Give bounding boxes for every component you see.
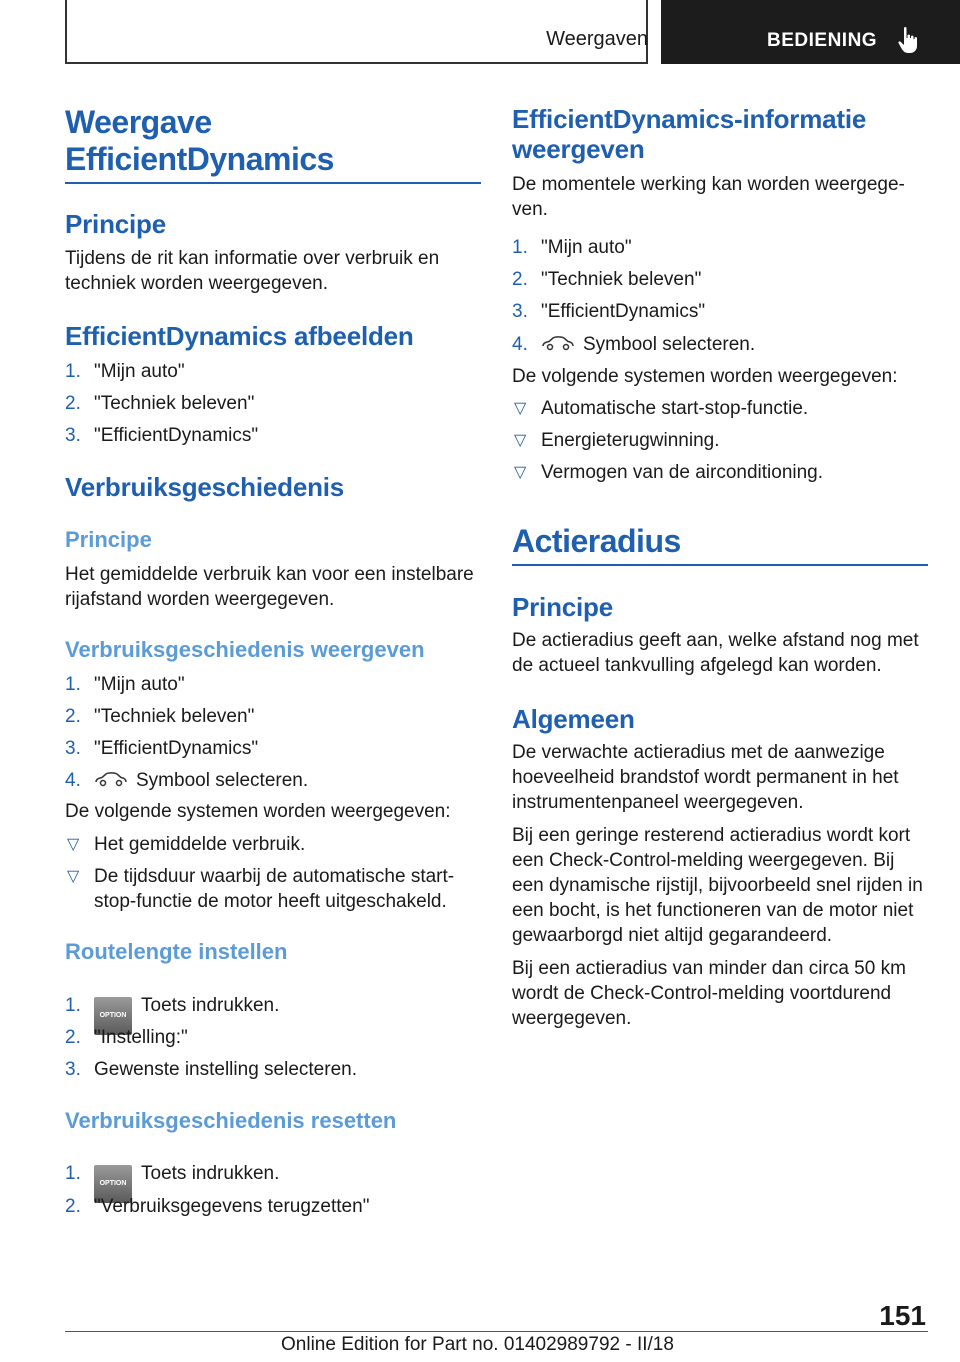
footer-rule	[65, 1331, 928, 1332]
header-section-title: Weergaven	[546, 28, 648, 50]
car-icon	[94, 770, 128, 788]
heading-actieradius: Actieradius	[512, 523, 681, 559]
heading-algemeen: Algemeen	[512, 704, 635, 734]
option-button-icon: OPTION	[94, 997, 132, 1035]
heading-afbeelden: EfficientDynamics afbeelden	[65, 321, 414, 351]
heading-verbruik-principe: Principe	[65, 527, 152, 552]
list-item-text: Symbool selecteren.	[583, 334, 756, 355]
header-chapter-tab	[661, 0, 960, 64]
footer-edition: Online Edition for Part no. 01402989792 - II/18	[281, 1334, 674, 1355]
actieradius-rule	[512, 564, 928, 566]
list-item-text: Symbool selecteren.	[136, 770, 309, 791]
triangle-bullet-icon: ▽	[514, 464, 527, 481]
heading-info-line1: EfficientDynamics-informatie	[512, 104, 867, 134]
page-title-line2: EfficientDynamics	[65, 141, 334, 177]
page-title-line1: Weergave	[65, 104, 212, 140]
heading-info-line2: weergeven	[512, 134, 645, 164]
heading-resetten: Verbruiksgeschiedenis resetten	[65, 1108, 397, 1133]
actie-principe-text: De actieradius geeft aan, welke afstand nog met de actueel tankvulling afgelegd kan worden.	[512, 630, 919, 676]
heading-verbruik-weergeven: Verbruiksgeschiedenis weergeven	[65, 637, 425, 662]
list-item-text: Toets indrukken.	[141, 995, 280, 1016]
header-chapter-label: BEDIENING	[767, 30, 878, 51]
triangle-bullet-icon: ▽	[67, 868, 80, 885]
triangle-bullet-icon: ▽	[514, 400, 527, 417]
triangle-bullet-icon: ▽	[514, 432, 527, 449]
page-number: 151	[879, 1300, 926, 1331]
car-icon	[541, 334, 575, 352]
info-text: De momentele werking kan worden weergege-ven.	[512, 174, 905, 220]
systems-intro: De volgende systemen worden weergegeven:	[65, 801, 451, 822]
title-rule	[65, 182, 481, 184]
systems-intro: De volgende systemen worden weergegeven:	[512, 366, 898, 387]
verbruik-principe-text: Het gemiddelde verbruik kan voor een instelbare rijafstand worden weergegeven.	[65, 564, 474, 610]
heading-info	[512, 104, 866, 164]
algemeen-paragraph-3: Bij een actieradius van minder dan circa 50 km wordt de Check-Control-melding voortdurend weergegeven.	[512, 958, 906, 1029]
heading-routelengte: Routelengte instellen	[65, 939, 288, 964]
algemeen-paragraph-1: De verwachte actieradius met de aanwezige hoeveelheid brandstof wordt permanent in het instrumentenpaneel weergegeven.	[512, 742, 899, 813]
heading-actie-principe: Principe	[512, 592, 613, 622]
page-title	[65, 104, 334, 178]
hand-pointer-icon	[897, 26, 921, 54]
triangle-bullet-icon: ▽	[67, 836, 80, 853]
algemeen-paragraph-2: Bij een geringe resterend actieradius wordt kort een Check-Control-melding weergegeven. Bij een dynamische rijstijl, bijvoorbeeld snel rijden in een bocht, is het functioneren van de motor niet gewaarborgd niet altijd gegarandeerd.	[512, 825, 923, 946]
heading-principe: Principe	[65, 209, 166, 239]
heading-verbruiksgeschiedenis: Verbruiksgeschiedenis	[65, 472, 345, 502]
list-item-text: Toets indrukken.	[141, 1163, 280, 1184]
principe-text: Tijdens de rit kan informatie over verbruik en techniek worden weergegeven.	[65, 248, 440, 294]
option-button-icon: OPTION	[94, 1165, 132, 1203]
